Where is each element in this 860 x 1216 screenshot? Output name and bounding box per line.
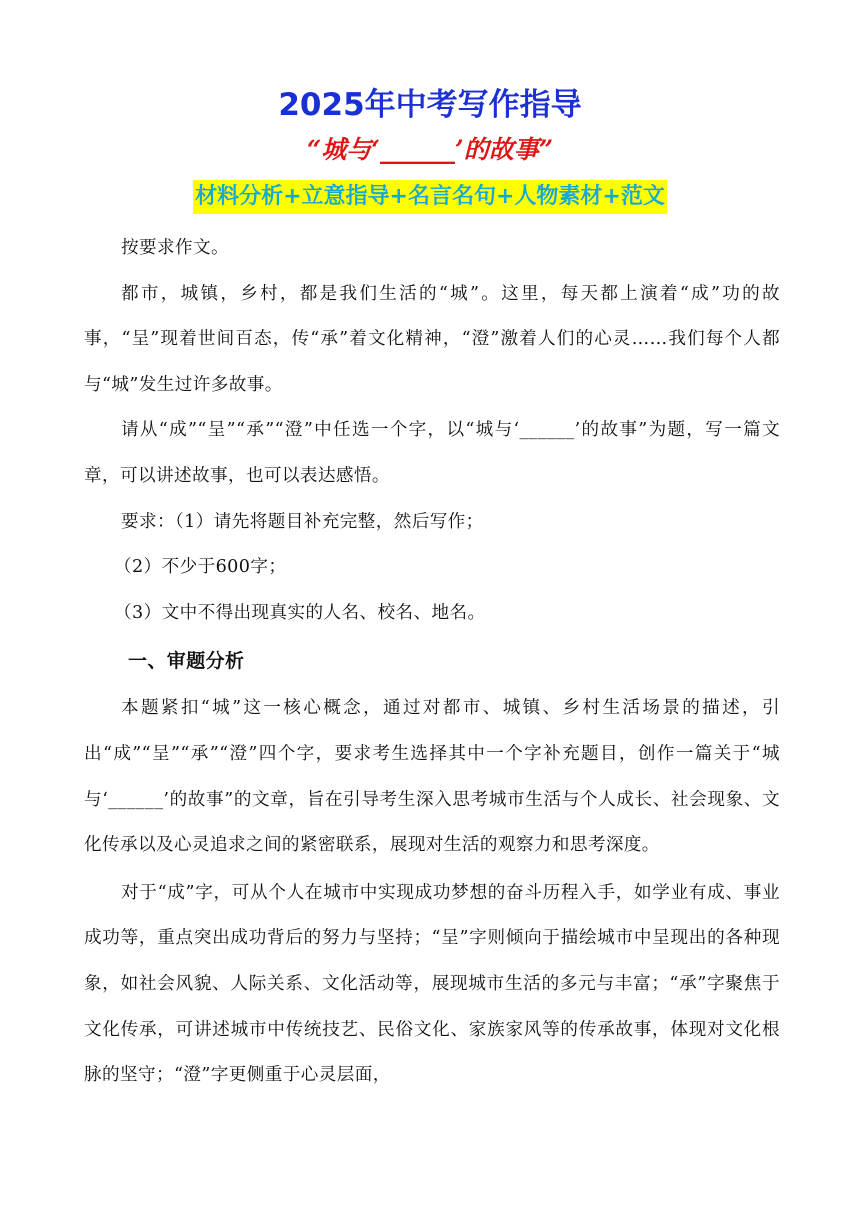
prompt-instruction: 按要求作文。 xyxy=(121,238,229,258)
requirement-1: 要求：（1）请先将题目补充完整，然后写作； xyxy=(121,511,484,532)
document-title: 2025年中考写作指导 xyxy=(278,87,582,123)
analysis-paragraph: 本题紧扣“城”这一核心概念，通过对都市、城镇、乡村生活场景的描述，引出“成”“呈”“承”“澄”四个字，要求考生选择其中一个字补充题目，创作一篇关于“城与‘______’的故事”的文章，旨在引导考生深入思考城市生活与个人成长、社会现象、文化传承以及心灵追求之间的紧密联系，展现对生活的观察力和思考深度。 xyxy=(84,698,780,856)
document-body xyxy=(84,226,780,1099)
section-heading: 一、审题分析 xyxy=(128,650,245,673)
requirement-2: （2）不少于600字； xyxy=(114,557,287,578)
analysis-paragraph: 对于“成”字，可从个人在城市中实现成功梦想的奋斗历程入手，如学业有成、事业成功等，重点突出成功背后的努力与坚持；“呈”字则倾向于描绘城市中呈现出的各种现象，如社会风貌、人际关系、文化活动等，展现城市生活的多元与丰富；“承”字聚焦于文化传承，可讲述城市中传统技艺、民俗文化、家族家风等的传承故事，体现对文化根脉的坚守；“澄”字更侧重于心灵层面， xyxy=(84,882,780,1086)
prompt-task: 请从“成”“呈”“承”“澄”中任选一个字，以“城与‘______’的故事”为题，写一篇文章，可以讲述故事，也可以表达感悟。 xyxy=(84,420,780,486)
prompt-material: 都市，城镇，乡村，都是我们生活的“城”。这里，每天都上演着“成”功的故事，“呈”现着世间百态，传“承”着文化精神，“澄”激着人们的心灵……我们每个人都与“城”发生过许多故事。 xyxy=(84,283,780,395)
requirement-3: （3）文中不得出现真实的人名、校名、地名。 xyxy=(114,602,486,623)
highlight-banner xyxy=(0,180,860,214)
document-subtitle: “城与‘______’的故事” xyxy=(306,135,554,164)
highlight-text: 材料分析+立意指导+名言名句+人物素材+范文 xyxy=(193,180,667,214)
